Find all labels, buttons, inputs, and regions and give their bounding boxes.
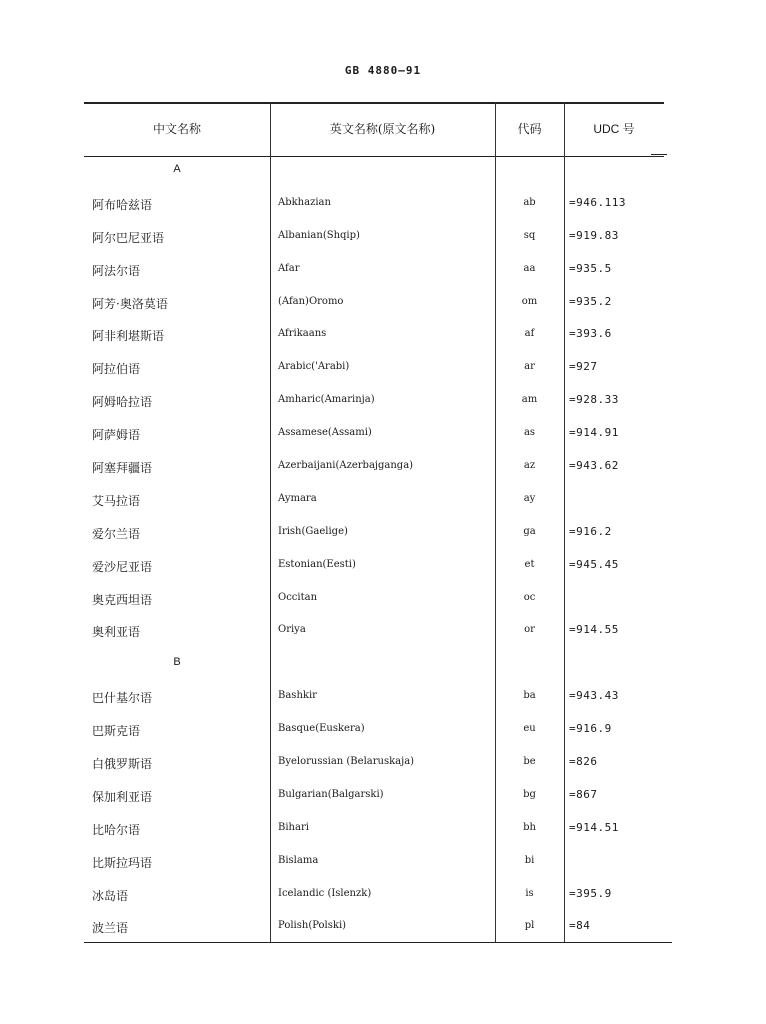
table-row: [84, 484, 674, 517]
english-name-cell: Bihari: [278, 821, 309, 833]
udc-cell: =395.9: [569, 886, 612, 900]
chinese-name-cell: 阿尔巴尼亚语: [92, 230, 165, 245]
udc-cell: =943.62: [569, 459, 619, 473]
english-name-cell: Polish(Polski): [278, 920, 347, 932]
document-header: GB 4880—91: [344, 64, 422, 77]
table-row: [84, 517, 674, 550]
english-name-cell: Basque(Euskera): [278, 723, 365, 735]
chinese-name-cell: 保加利亚语: [92, 789, 153, 804]
udc-cell: =935.5: [569, 261, 612, 275]
table-body: [84, 155, 674, 944]
table-row: [84, 319, 674, 352]
chinese-name-cell: 巴斯克语: [92, 724, 141, 739]
table-row: [84, 385, 674, 418]
code-cell: or: [524, 624, 535, 636]
code-cell: bi: [524, 854, 535, 866]
english-name-cell: Bulgarian(Balgarski): [278, 788, 384, 800]
chinese-name-cell: 爱沙尼亚语: [92, 559, 153, 574]
table-top-rule: [84, 102, 664, 104]
chinese-name-cell: 阿塞拜疆语: [92, 461, 153, 476]
table-row: [84, 451, 674, 484]
column-header-code: 代码: [517, 122, 542, 136]
code-cell: ay: [523, 492, 536, 504]
english-name-cell: Estonian(Eesti): [278, 558, 356, 570]
udc-cell: =927: [569, 360, 598, 374]
chinese-name-cell: 阿布哈兹语: [92, 197, 153, 212]
udc-cell: =914.91: [569, 426, 619, 440]
code-cell: bg: [523, 788, 536, 800]
udc-cell: =916.9: [569, 722, 612, 736]
section-row: [84, 648, 674, 681]
english-name-cell: Byelorussian (Belaruskaja): [278, 756, 415, 768]
table-row: [84, 550, 674, 583]
table-row: [84, 911, 674, 944]
udc-cell: =945.45: [569, 557, 619, 571]
chinese-name-cell: 波兰语: [92, 921, 129, 936]
english-name-cell: Amharic(Amarinja): [278, 394, 375, 406]
english-name-cell: Irish(Gaelige): [278, 525, 348, 537]
english-name-cell: Oriya: [278, 624, 306, 636]
chinese-name-cell: 白俄罗斯语: [92, 757, 153, 772]
table-row: [84, 287, 674, 320]
table-row: [84, 846, 674, 879]
english-name-cell: Icelandic (Islenzk): [278, 887, 372, 899]
chinese-name-cell: 艾马拉语: [92, 493, 141, 508]
chinese-name-cell: 阿姆哈拉语: [92, 395, 153, 410]
table-row: [84, 615, 674, 648]
chinese-name-cell: 阿芳·奥洛莫语: [92, 296, 168, 311]
udc-cell: =826: [569, 755, 598, 769]
english-name-cell: Bashkir: [278, 690, 317, 702]
section-letter: B: [173, 656, 181, 669]
code-cell: pl: [524, 920, 535, 932]
section-row: [84, 155, 674, 188]
chinese-name-cell: 阿萨姆语: [92, 428, 141, 443]
chinese-name-cell: 奥克西坦语: [92, 592, 153, 607]
udc-cell: =916.2: [569, 524, 612, 538]
code-cell: om: [521, 295, 538, 307]
table-row: [84, 352, 674, 385]
code-cell: am: [521, 394, 538, 406]
chinese-name-cell: 巴什基尔语: [92, 691, 153, 706]
chinese-name-cell: 阿法尔语: [92, 263, 141, 278]
chinese-name-cell: 比哈尔语: [92, 822, 141, 837]
udc-cell: =914.55: [569, 623, 619, 637]
udc-cell: =914.51: [569, 820, 619, 834]
table-row: [84, 747, 674, 780]
table-row: [84, 583, 674, 616]
chinese-name-cell: 冰岛语: [92, 888, 129, 903]
english-name-cell: Abkhazian: [278, 196, 331, 208]
udc-cell: =84: [569, 919, 591, 933]
code-cell: oc: [523, 591, 536, 603]
code-cell: az: [523, 460, 536, 472]
column-header-chinese-name: 中文名称: [152, 122, 201, 136]
table-row: [84, 188, 674, 221]
chinese-name-cell: 比斯拉玛语: [92, 855, 153, 870]
english-name-cell: Afrikaans: [278, 328, 327, 340]
column-header-udc: UDC 号: [593, 122, 635, 136]
udc-cell: =935.2: [569, 294, 612, 308]
english-name-cell: Aymara: [278, 492, 317, 504]
code-cell: eu: [523, 723, 536, 735]
english-name-cell: Azerbaijani(Azerbajganga): [278, 460, 414, 472]
chinese-name-cell: 奥利亚语: [92, 625, 141, 640]
table-row: [84, 221, 674, 254]
udc-cell: =946.113: [569, 195, 626, 209]
udc-cell: =928.33: [569, 393, 619, 407]
table-row: [84, 418, 674, 451]
code-cell: af: [524, 328, 535, 340]
code-cell: et: [524, 558, 535, 570]
english-name-cell: Bislama: [278, 854, 319, 866]
english-name-cell: Assamese(Assami): [278, 427, 372, 439]
english-name-cell: Albanian(Shqip): [278, 229, 360, 241]
code-cell: be: [523, 756, 536, 768]
udc-cell: =393.6: [569, 327, 612, 341]
code-cell: bh: [523, 821, 536, 833]
table-row: [84, 813, 674, 846]
code-cell: ab: [523, 196, 536, 208]
english-name-cell: Occitan: [278, 591, 318, 603]
code-cell: aa: [523, 262, 536, 274]
code-cell: as: [523, 427, 536, 439]
english-name-cell: (Afan)Oromo: [278, 295, 344, 307]
code-cell: ba: [523, 690, 536, 702]
table-row: [84, 879, 674, 912]
chinese-name-cell: 爱尔兰语: [92, 526, 141, 541]
section-letter: A: [173, 163, 181, 175]
english-name-cell: Afar: [278, 262, 300, 274]
column-header-english-name: 英文名称(原文名称): [329, 122, 436, 136]
table-row: [84, 681, 674, 714]
chinese-name-cell: 阿非利堪斯语: [92, 329, 165, 344]
table-row: [84, 254, 674, 287]
code-cell: is: [525, 887, 534, 899]
table-row: [84, 780, 674, 813]
table-row: [84, 714, 674, 747]
udc-cell: =919.83: [569, 228, 619, 242]
english-name-cell: Arabic('Arabi): [278, 361, 350, 373]
udc-cell: =943.43: [569, 689, 619, 703]
chinese-name-cell: 阿拉伯语: [92, 362, 141, 377]
code-cell: ar: [524, 361, 535, 373]
code-cell: sq: [523, 229, 536, 241]
code-cell: ga: [523, 525, 536, 537]
udc-cell: =867: [569, 787, 598, 801]
